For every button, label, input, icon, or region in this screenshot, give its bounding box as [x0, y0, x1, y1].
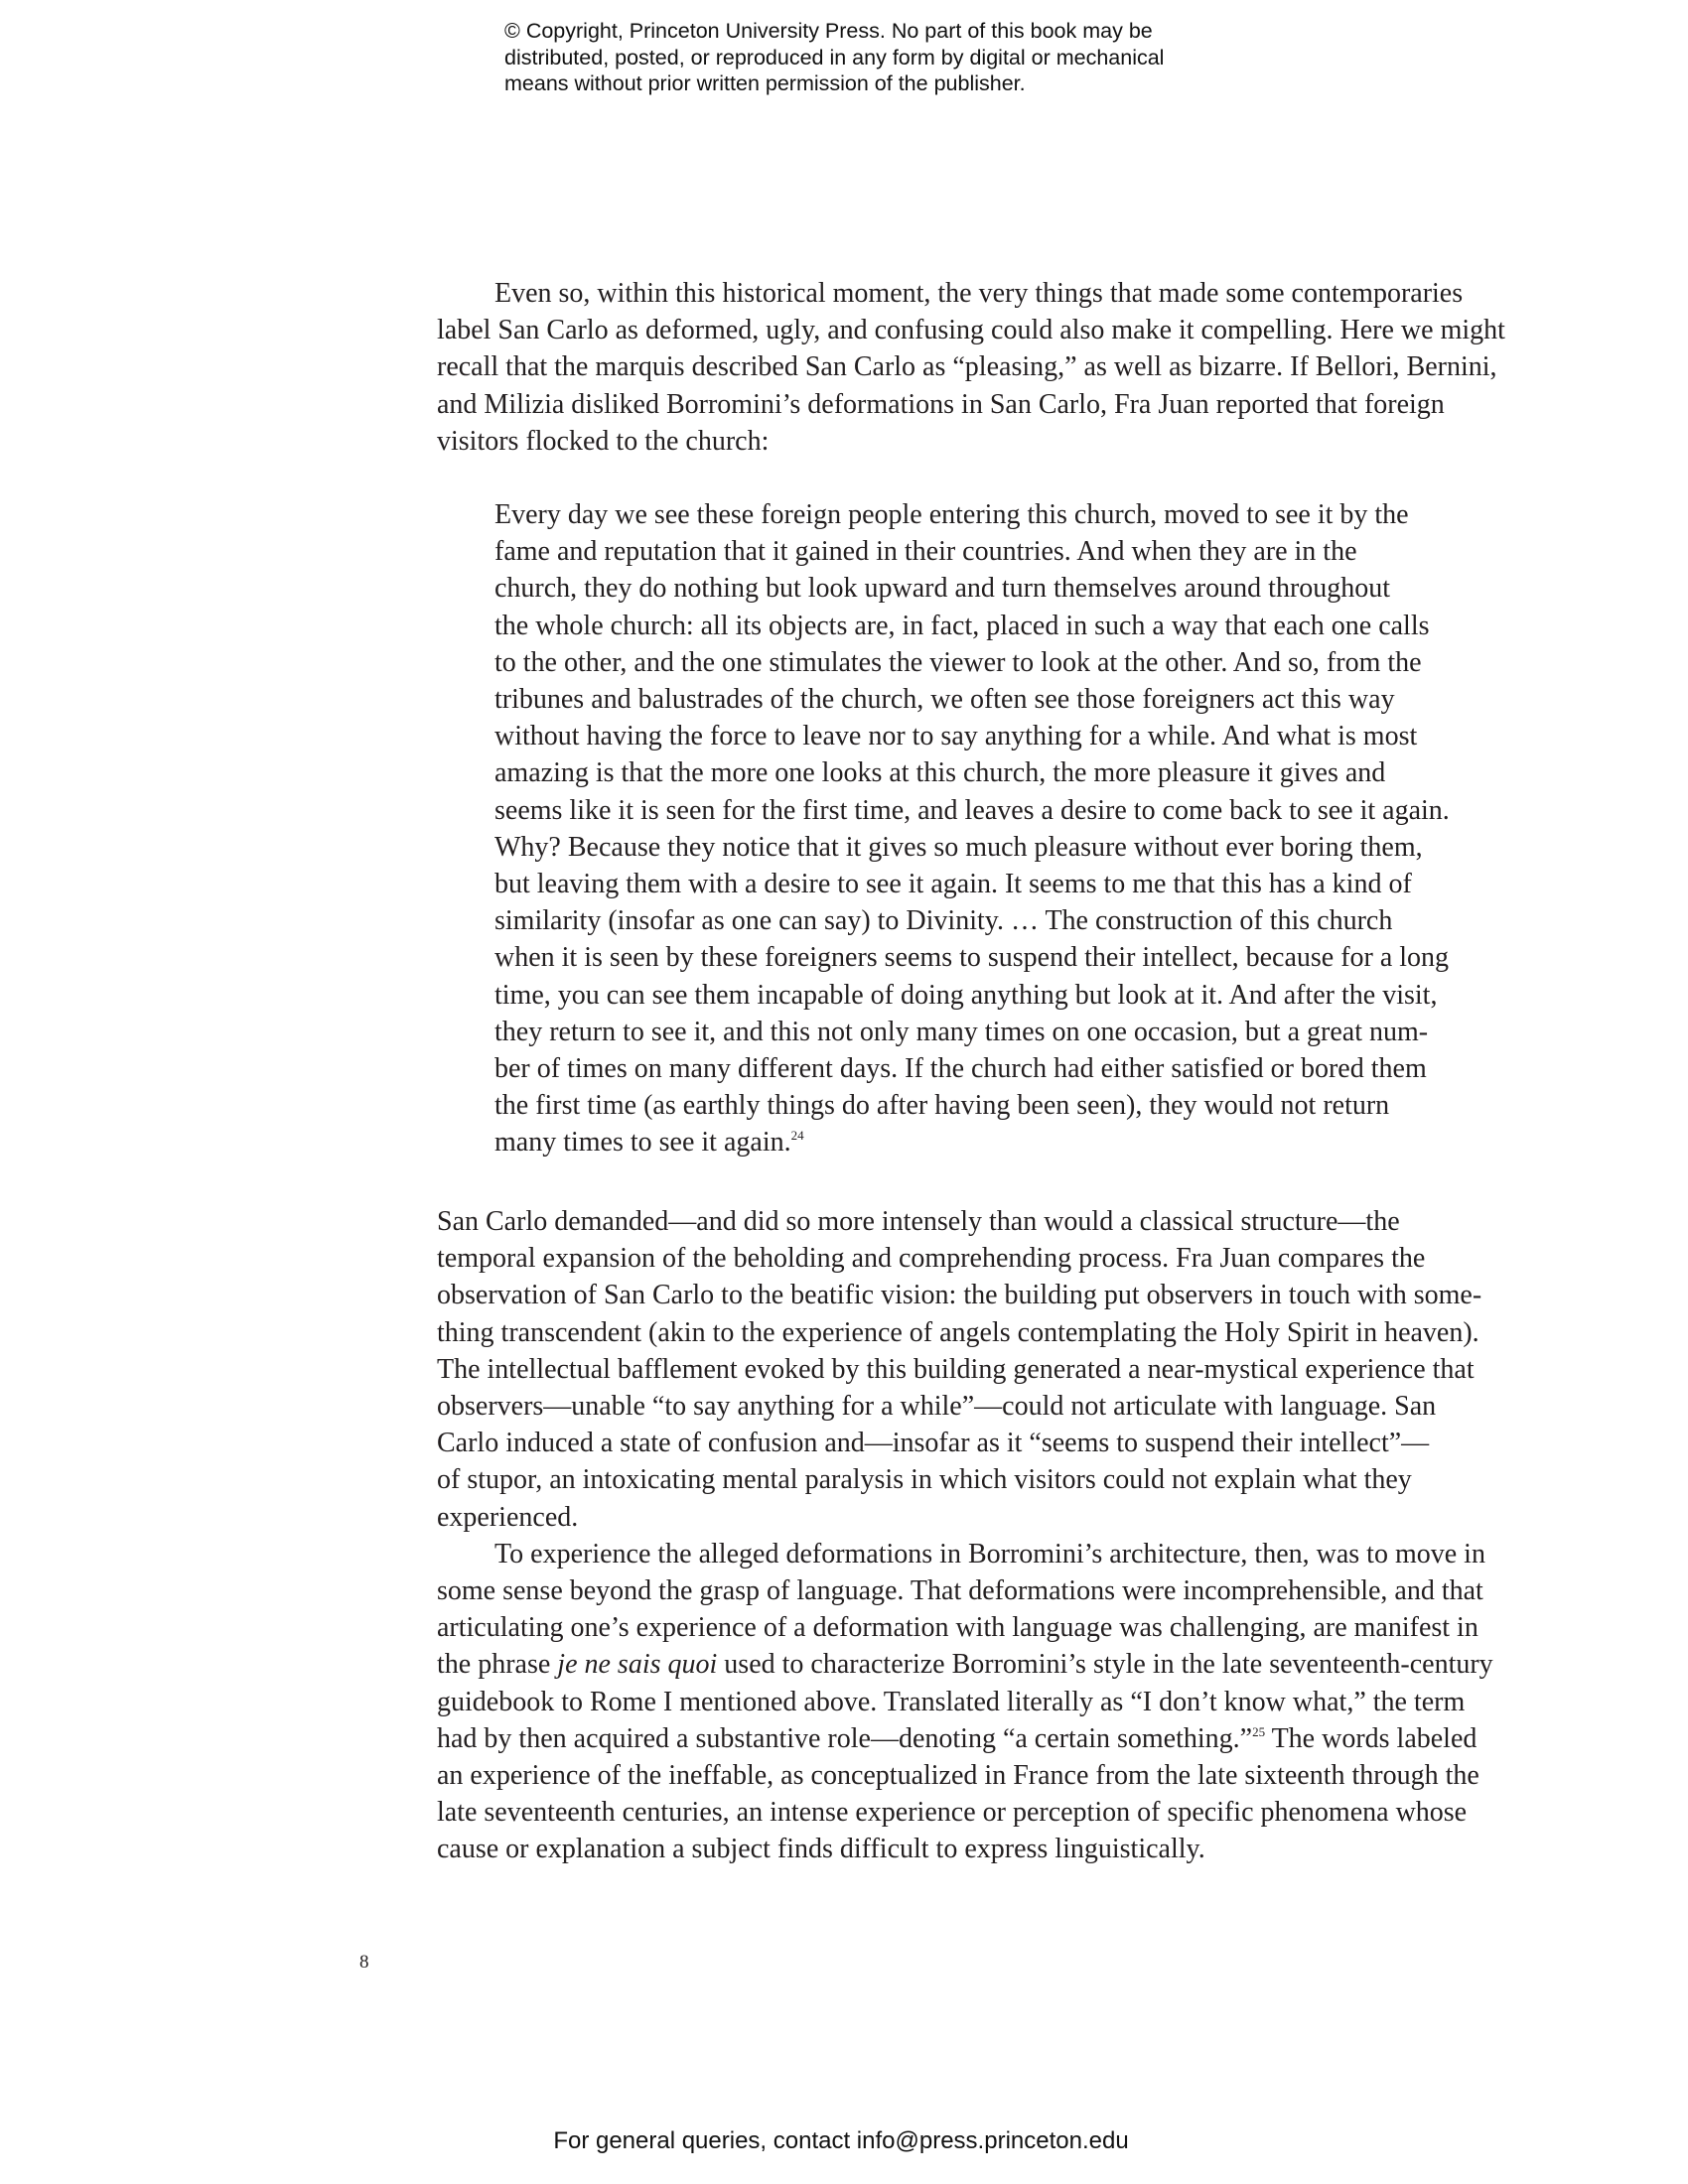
quote-line: seems like it is seen for the first time, and leaves a desire to come back to see it again.: [494, 794, 1450, 826]
text-run: had by then acquired a substantive role—denoting “a certain something.”: [437, 1722, 1253, 1754]
copyright-line: © Copyright, Princeton University Press. No part of this book may be: [504, 19, 1153, 43]
text-line: San Carlo demanded—and did so more intensely than would a classical structure—the: [437, 1206, 1400, 1237]
text-line: articulating one’s experience of a deformation with language was challenging, are manifest in: [437, 1612, 1478, 1644]
text-line: cause or explanation a subject finds difficult to express linguistically.: [437, 1834, 1205, 1865]
text-line: guidebook to Rome I mentioned above. Translated literally as “I don’t know what,” the term: [437, 1686, 1466, 1717]
quote-line-last: [494, 1124, 1448, 1160]
copyright-notice: [504, 18, 1219, 97]
footnote-marker[interactable]: 24: [790, 1128, 804, 1144]
body-paragraph-1: [437, 275, 1505, 460]
text-line: [437, 1646, 1493, 1683]
footnote-marker[interactable]: 25: [1252, 1723, 1266, 1739]
quote-line: ber of times on many different days. If the church had either satisfied or bored them: [494, 1053, 1427, 1085]
quote-line: the whole church: all its objects are, in fact, placed in such a way that each one calls: [494, 610, 1430, 641]
copyright-line: distributed, posted, or reproduced in any form by digital or mechanical: [504, 45, 1165, 69]
text-line: To experience the alleged deformations in Borromini’s architecture, then, was to move in: [494, 1538, 1485, 1570]
quote-line: but leaving them with a desire to see it again. It seems to me that this has a kind of: [494, 869, 1412, 900]
footer: [0, 2127, 1688, 2155]
quote-line: to the other, and the one stimulates the viewer to look at the other. And so, from the: [494, 646, 1422, 678]
quote-line: Every day we see these foreign people entering this church, moved to see it by the: [494, 499, 1409, 530]
text-line: temporal expansion of the beholding and comprehending process. Fra Juan compares the: [437, 1243, 1426, 1275]
quote-line: Why? Because they notice that it gives so much pleasure without ever boring them,: [494, 831, 1423, 863]
text-line: experienced.: [437, 1501, 579, 1533]
quote-line: the first time (as earthly things do after having been seen), they would not return: [494, 1090, 1390, 1122]
text-line: and Milizia disliked Borromini’s deformations in San Carlo, Fra Juan reported that foreign: [437, 388, 1445, 420]
text-run: used to characterize Borromini’s style in the late seventeenth-century: [717, 1649, 1493, 1681]
text-line: thing transcendent (akin to the experience of angels contemplating the Holy Spirit in heaven).: [437, 1316, 1479, 1348]
text-run: The words labeled: [1265, 1722, 1477, 1754]
text-run: the phrase: [437, 1649, 558, 1681]
text-line: an experience of the ineffable, as conceptualized in France from the late sixteenth through the: [437, 1760, 1479, 1792]
text-line: observation of San Carlo to the beatific vision: the building put observers in touch with some-: [437, 1280, 1482, 1311]
text-line: label San Carlo as deformed, ugly, and confusing could also make it compelling. Here we might: [437, 315, 1505, 346]
text-line: observers—unable “to say anything for a while”—could not articulate with language. San: [437, 1391, 1437, 1423]
text-line: Even so, within this historical moment, the very things that made some contemporaries: [494, 278, 1464, 309]
quote-line: time, you can see them incapable of doing anything but look at it. And after the visit,: [494, 979, 1438, 1011]
text-line: The intellectual bafflement evoked by this building generated a near-mystical experience that: [437, 1353, 1475, 1385]
text-line: some sense beyond the grasp of language. That deformations were incomprehensible, and that: [437, 1575, 1483, 1607]
quote-line: they return to see it, and this not only many times on one occasion, but a great num-: [494, 1016, 1429, 1047]
text-line: [437, 1720, 1479, 1757]
quote-line: when it is seen by these foreigners seems to suspend their intellect, because for a long: [494, 942, 1450, 974]
text-line: of stupor, an intoxicating mental paralysis in which visitors could not explain what they: [437, 1464, 1412, 1496]
quote-line: without having the force to leave nor to say anything for a while. And what is most: [494, 721, 1418, 752]
page-number: 8: [359, 1952, 369, 1973]
text-line: visitors flocked to the church:: [437, 425, 770, 457]
text-line: recall that the marquis described San Carlo as “pleasing,” as well as bizarre. If Bellori, Bernini,: [437, 351, 1497, 383]
copyright-line: means without prior written permission of the publisher.: [504, 71, 1026, 95]
quote-text: many times to see it again.: [494, 1127, 791, 1159]
italic-phrase: je ne sais quoi: [557, 1649, 718, 1681]
quote-line: fame and reputation that it gained in their countries. And when they are in the: [494, 536, 1357, 568]
footer-contact-text: For general queries, contact info@press.princeton.edu: [553, 2127, 1129, 2154]
text-line: late seventeenth centuries, an intense experience or perception of specific phenomena whose: [437, 1797, 1468, 1829]
quote-line: amazing is that the more one looks at this church, the more pleasure it gives and: [494, 757, 1386, 789]
quote-line: church, they do nothing but look upward and turn themselves around throughout: [494, 573, 1391, 605]
block-quote: [494, 496, 1448, 1161]
quote-line: similarity (insofar as one can say) to Divinity. … The construction of this church: [494, 905, 1393, 937]
quote-line: tribunes and balustrades of the church, we often see those foreigners act this way: [494, 684, 1395, 716]
text-line: Carlo induced a state of confusion and—insofar as it “seems to suspend their intellect”—: [437, 1428, 1430, 1459]
body-paragraph-2: [437, 1203, 1493, 1868]
